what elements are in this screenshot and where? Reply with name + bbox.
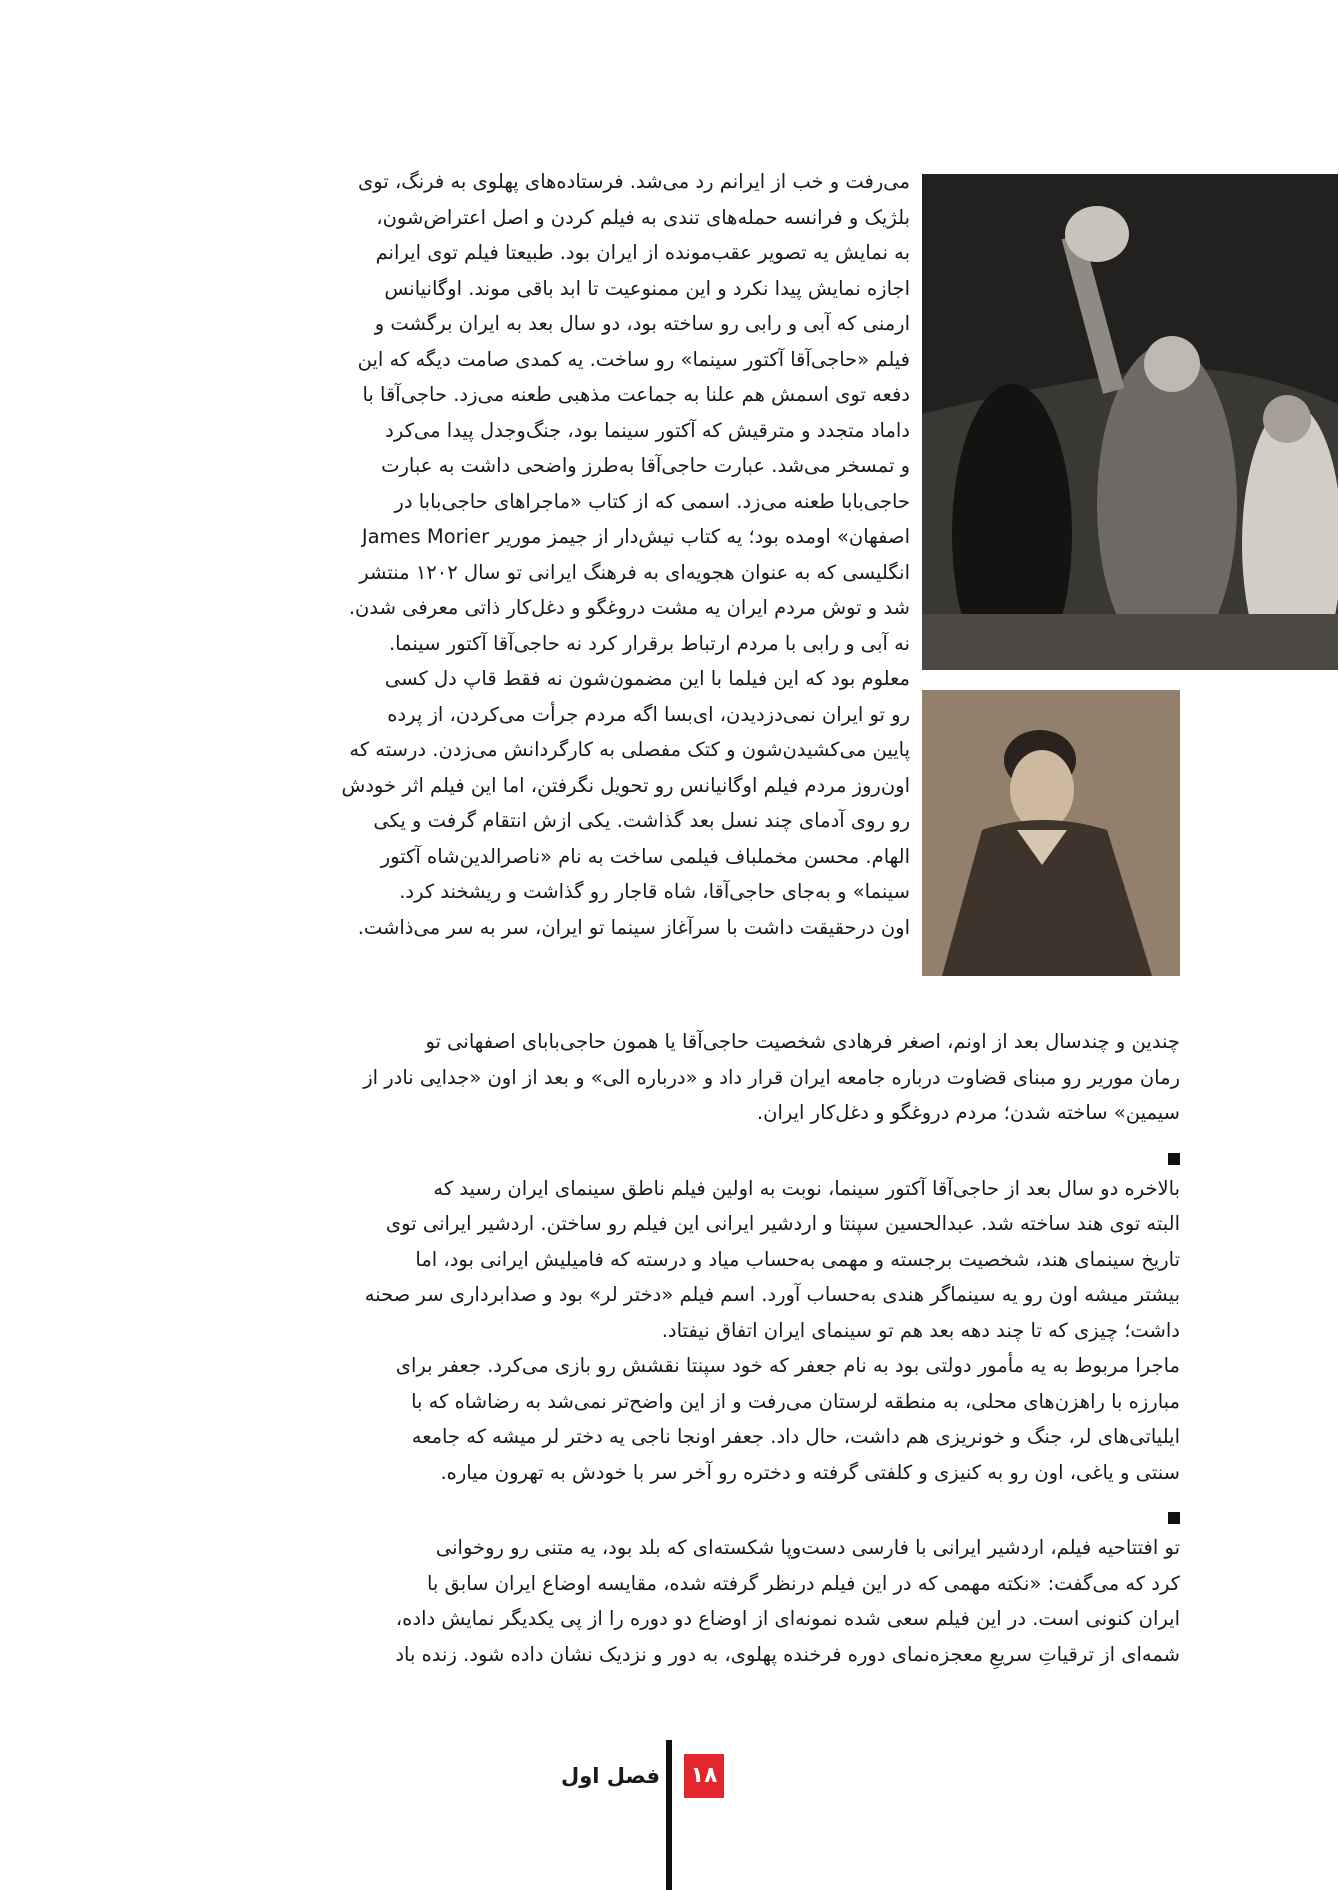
- text-line: می‌رفت و خب از ایرانم رد می‌شد. فرستاده‌های پهلوی به فرنگ، توی: [358, 170, 910, 193]
- man-photo-svg: [922, 690, 1180, 976]
- text-line: پایین می‌کشیدن‌شون و کتک مفصلی به کارگردانش می‌زدن. درسته که: [349, 738, 910, 761]
- text-line: بلژیک و فرانسه حمله‌های تندی به فیلم کردن و اصل اعتراض‌شون،: [376, 205, 910, 229]
- text-line: اون درحقیقت داشت با سرآغاز سینما تو ایران، سر به سر می‌ذاشت.: [357, 915, 910, 939]
- text-line: داشت؛ چیزی که تا چند دهه بعد هم تو سینمای ایران اتفاق نیفتاد.: [661, 1318, 1180, 1342]
- text-line: تو افتتاحیه فیلم، اردشیر ایرانی با فارسی دست‌وپا شکسته‌ای که بلد بود، یه متنی رو روخوانی: [435, 1536, 1180, 1559]
- text-line: رو روی آدمای چند نسل بعد گذاشت. یکی ازش انتقام گرفت و یکی: [373, 809, 910, 832]
- text-line: رو تو ایران نمی‌دزدیدن، ای‌بسا اگه مردم جرأت می‌کردن، از پرده: [387, 702, 910, 726]
- text-line: سنتی و یاغی، اون رو به کنیزی و کلفتی گرفته و دختره رو آخر سر با خودش به تهرون میاره.: [440, 1460, 1180, 1484]
- text-line: البته توی هند ساخته شد. عبدالحسین سپنتا و اردشیر ایرانی این فیلم رو ساختن. اردشیر ایرانی توی: [385, 1212, 1180, 1235]
- text-line: ایلیاتی‌های لر، جنگ و خونریزی هم داشت، حال داد. جعفر اونجا ناجی یه دختر لر میشه که جامعه: [411, 1425, 1180, 1448]
- top-text-column: [158, 164, 910, 945]
- text-line: اجازه نمایش پیدا نکرد و این ممنوعیت تا ابد باقی موند. اوگانیانس: [384, 276, 910, 300]
- page-number: ۱۸: [684, 1754, 724, 1798]
- text-line: رمان موریر رو مبنای قضاوت درباره جامعه ایران قرار داد و «درباره الی» و بعد از اون «جدایی نادر از: [363, 1065, 1180, 1089]
- paragraph-gap: [158, 1131, 1180, 1145]
- text-line: سینما» و به‌جای حاجی‌آقا، شاه قاجار رو گذاشت و ریشخند کرد.: [399, 880, 910, 903]
- text-line: ایران کنونی است. در این فیلم سعی شده نمونه‌ای از اوضاع دو دوره را از پی یکدیگر نمایش داده،: [395, 1607, 1180, 1630]
- text-line: انگلیسی که به عنوان هجویه‌ای به فرهنگ ایرانی تو سال ۱۲۰۲ منتشر: [359, 560, 910, 584]
- text-line: اصفهان» اومده بود؛ یه کتاب نیش‌دار از جیمز موریر James Morier: [361, 525, 910, 548]
- man-photo: [922, 690, 1180, 976]
- text-line: چندین و چندسال بعد از اونم، اصغر فرهادی شخصیت حاجی‌آقا یا همون حاجی‌بابای اصفهانی تو: [425, 1030, 1180, 1053]
- dancer-photo: [922, 174, 1338, 670]
- text-line: الهام. محسن مخملباف فیلمی ساخت به نام «ناصرالدین‌شاه آکتور: [380, 844, 910, 868]
- text-line: شمه‌ای از ترقیاتِ سریعِ معجزه‌نمای دوره فرخنده پهلوی، به دور و نزدیک نشان داده شود. زنده باد: [395, 1642, 1180, 1666]
- footer-divider: [666, 1740, 672, 1890]
- text-line: سیمین» ساخته شدن؛ مردم دروغگو و دغل‌کار ایران.: [756, 1101, 1180, 1124]
- text-line: تاریخ سینمای هند، شخصیت برجسته و مهمی به‌حساب میاد و درسته که فامیلیش ایرانی بود، اما: [415, 1247, 1180, 1271]
- paragraph-gap: [158, 1490, 1180, 1504]
- full-text-column: [158, 1024, 1180, 1672]
- text-line: شد و توش مردم ایران یه مشت دروغگو و دغل‌کار ذاتی معرفی شدن.: [348, 596, 910, 619]
- section-marker: [1168, 1512, 1180, 1524]
- text-line: ماجرا مربوط به یه مأمور دولتی بود به نام جعفر که خود سپنتا نقشش رو بازی می‌کرد. جعفر برای: [395, 1354, 1180, 1377]
- text-line: داماد متجدد و مترقیش که آکتور سینما بود، جنگ‌وجدل پیدا می‌کرد: [385, 418, 910, 442]
- text-line: و تمسخر می‌شد. عبارت حاجی‌آقا به‌طرز واضحی داشت به عبارت: [381, 454, 910, 477]
- text-line: حاجی‌بابا طعنه می‌زد. اسمی که از کتاب «ماجراهای حاجی‌بابا در: [394, 489, 910, 513]
- text-line: اون‌روز مردم فیلم اوگانیانس رو تحویل نگرفتن، اما این فیلم اثر خودش: [341, 773, 910, 797]
- text-line: دفعه توی اسمش هم علنا به جماعت مذهبی طعنه می‌زد. حاجی‌آقا با: [362, 383, 910, 406]
- text-line: نه آبی و رابی با مردم ارتباط برقرار کرد نه حاجی‌آقا آکتور سینما.: [388, 631, 910, 655]
- text-line: معلوم بود که این فیلما با این مضمون‌شون نه فقط قاپ دل کسی: [384, 667, 910, 690]
- dancer-photo-svg: [922, 174, 1338, 670]
- text-line: بیشتر میشه اون رو یه سینماگر هندی به‌حساب آورد. اسم فیلم «دختر لر» بود و صدابرداری سر صحنه: [364, 1283, 1180, 1306]
- text-line: ارمنی که آبی و رابی رو ساخته بود، دو سال بعد به ایران برگشت و: [374, 312, 910, 335]
- chapter-label: فصل اول: [561, 1764, 660, 1788]
- page-footer: [0, 1740, 1339, 1890]
- section-marker: [1168, 1153, 1180, 1165]
- text-line: مبارزه با راهزن‌های محلی، به منطقه لرستان می‌رفت و از این واضح‌تر نمی‌شد به رضاشاه که با: [411, 1389, 1180, 1413]
- text-line: کرد که می‌گفت: «نکته مهمی که در این فیلم درنظر گرفته شده، مقایسه اوضاع ایران سابق با: [426, 1571, 1180, 1595]
- text-line: بالاخره دو سال بعد از حاجی‌آقا آکتور سینما، نوبت به اولین فیلم ناطق سینمای ایران رسید که: [433, 1176, 1180, 1200]
- text-line: فیلم «حاجی‌آقا آکتور سینما» رو ساخت. یه کمدی صامت دیگه که این: [357, 347, 910, 371]
- text-line: به نمایش یه تصویر عقب‌مونده از ایران بود. طبیعتا فیلم توی ایرانم: [375, 241, 910, 264]
